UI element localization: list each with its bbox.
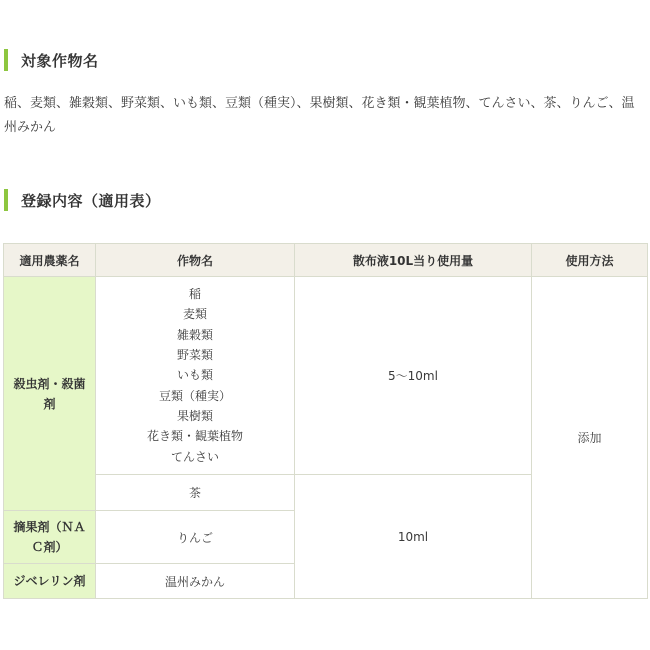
table-header-row: [4, 244, 648, 277]
target-crops-text: 稲、麦類、雑穀類、野菜類、いも類、豆類（種実）、果樹類、花き類・観葉植物、てんさい、茶、りんご、温州みかん: [4, 96, 635, 135]
pesticide-cell: 殺虫剤・殺菌剤: [4, 277, 96, 511]
crop-list-cell: [96, 277, 295, 475]
column-header-amount: 散布液10L当り使用量: [295, 244, 532, 277]
crop-item: いも類: [176, 368, 213, 383]
crop-cell: りんご: [96, 511, 295, 564]
section-title: 登録内容（適用表）: [21, 191, 161, 210]
crop-item: てんさい: [170, 449, 219, 464]
section-title: 対象作物名: [21, 51, 99, 70]
section-heading-target-crops: [4, 49, 99, 71]
heading-accent-bar: [4, 49, 8, 71]
crop-list: [100, 284, 290, 467]
crop-item: 花き類・観葉植物: [146, 429, 243, 444]
pesticide-cell: 摘果剤（ＮＡＣ剤）: [4, 511, 96, 564]
crop-cell: 温州みかん: [96, 564, 295, 599]
column-header-method: 使用方法: [532, 244, 648, 277]
amount-cell: 5〜10ml: [295, 277, 532, 475]
column-header-crop: 作物名: [96, 244, 295, 277]
crop-item: 稲: [188, 287, 201, 302]
column-header-pesticide: 適用農薬名: [4, 244, 96, 277]
crop-item: 雑穀類: [176, 327, 213, 342]
method-cell: 添加: [532, 277, 648, 599]
crop-item: 麦類: [182, 307, 207, 322]
table-row: [4, 277, 648, 475]
heading-accent-bar: [4, 189, 8, 211]
crop-item: 果樹類: [176, 408, 213, 423]
crop-cell: 茶: [96, 475, 295, 511]
pesticide-cell: ジベレリン剤: [4, 564, 96, 599]
section-heading-registration: [4, 189, 161, 211]
crop-item: 豆類（種実）: [158, 388, 231, 403]
amount-cell: 10ml: [295, 475, 532, 599]
crop-item: 野菜類: [176, 348, 213, 363]
application-table: [3, 243, 648, 599]
